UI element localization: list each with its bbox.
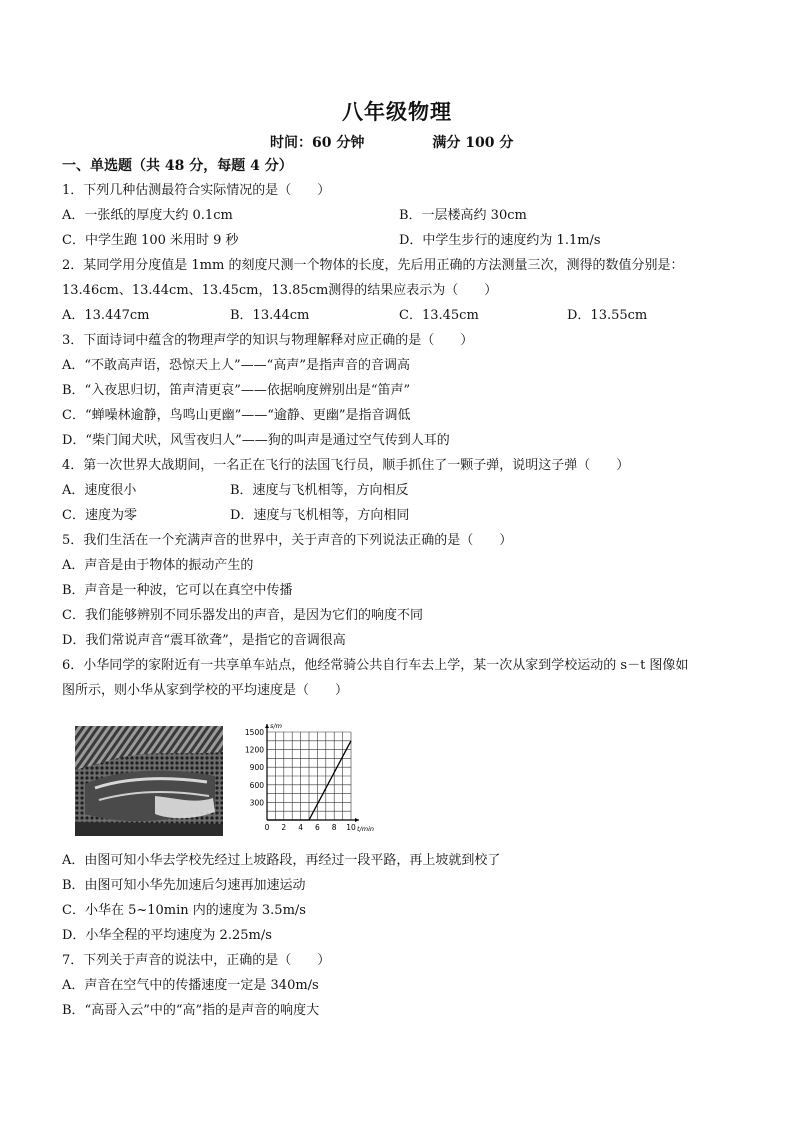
question-5-stem: 5．我们生活在一个充满声音的世界中，关于声音的下列说法正确的是（ ） [62,533,513,548]
question-2-option-b: B．13.44cm [230,308,310,323]
x-tick-label: 6 [315,823,320,832]
question-3-option-a: A．“不敢高声语，恐惊天上人”——“高声”是指声音的音调高 [62,358,410,373]
x-axis-label: t/min [357,825,374,833]
question-6-option-b: B．由图可知小华先加速后匀速再加速运动 [62,878,306,893]
x-tick-label: 0 [264,823,270,832]
question-1-option-c: C．中学生跑 100 米用时 9 秒 [62,233,239,248]
y-tick-label: 1500 [244,728,264,737]
question-6-stem: 6．小华同学的家附近有一共享单车站点，他经常骑公共自行车去上学，某一次从家到学校运动的 s－t 图像如 [62,658,689,673]
x-tick-label: 8 [331,823,337,832]
question-7-option-b: B．“高哥入云”中的“高”指的是声音的响度大 [62,1003,320,1018]
x-axis-arrow [355,818,359,822]
x-tick-label: 4 [298,823,303,832]
section-heading: 一、单选题（共 48 分，每题 4 分） [62,158,293,174]
x-tick-label: 2 [281,823,287,832]
question-2-option-c: C．13.45cm [399,308,479,323]
question-4-option-a: A．速度很小 [62,483,137,498]
question-3-stem: 3．下面诗词中蕴含的物理声学的知识与物理解释对应正确的是（ ） [62,333,474,348]
question-3-option-d: D．“柴门闻犬吠，风雪夜归人”——狗的叫声是通过空气传到人耳的 [62,433,450,448]
question-4-option-b: B．速度与飞机相等，方向相反 [230,483,409,498]
road-photo-image [75,726,223,836]
page-title: 八年级物理 [342,99,452,124]
y-tick-label: 600 [249,780,264,790]
question-7-stem: 7．下列关于声音的说法中，正确的是（ ） [62,953,331,968]
question-6-option-c: C．小华在 5~10min 内的速度为 3.5m/s [62,903,306,918]
s-t-chart-svg [241,718,374,836]
s-t-graph [241,718,374,840]
question-5-option-c: C．我们能够辨别不同乐器发出的声音，是因为它们的响度不同 [62,608,423,623]
exam-time: 时间：60 分钟 [270,135,365,151]
question-5-option-d: D．我们常说声音“震耳欲聋”，是指它的音调很高 [62,633,346,648]
y-tick-label: 1200 [244,745,264,755]
y-tick-label: 900 [249,763,264,773]
y-tick-label: 300 [249,798,264,808]
y-axis-arrow [265,724,269,728]
question-5-option-b: B．声音是一种波，它可以在真空中传播 [62,583,293,598]
question-5-option-a: A．声音是由于物体的振动产生的 [62,558,254,573]
question-1-option-a: A．一张纸的厚度大约 0.1cm [62,208,233,223]
question-2-option-a: A．13.447cm [62,308,150,323]
exam-info [270,132,513,152]
question-2-stem-cont: 13.46cm、13.44cm、13.45cm，13.85cm测得的结果应表示为（ ） [62,283,498,298]
exam-score: 满分 100 分 [432,135,514,151]
x-tick-label: 10 [346,823,356,832]
y-axis-label: s/m [270,722,282,730]
question-4-option-c: C．速度为零 [62,508,137,523]
question-6-stem-cont: 图所示，则小华从家到学校的平均速度是（ ） [62,683,349,698]
question-6-option-a: A．由图可知小华去学校先经过上坡路段，再经过一段平路，再上坡就到校了 [62,853,501,868]
question-1-stem: 1．下列几种估测最符合实际情况的是（ ） [62,183,331,198]
question-1-option-d: D．中学生步行的速度约为 1.1m/s [399,233,601,248]
question-2-stem: 2．某同学用分度值是 1mm 的刻度尺测一个物体的长度，先后用正确的方法测量三次，测得的数值分别是： [62,258,684,273]
question-4-stem: 4．第一次世界大战期间，一名正在飞行的法国飞行员，顺手抓住了一颗子弹，说明这子弹（ ） [62,458,630,473]
question-2-option-d: D．13.55cm [567,308,648,323]
question-3-option-b: B．“入夜思归切，笛声清更哀”——依据响度辨别出是“笛声” [62,383,411,398]
question-7-option-a: A．声音在空气中的传播速度一定是 340m/s [62,978,319,993]
question-1-option-b: B．一层楼高约 30cm [399,208,527,223]
question-4-option-d: D．速度与飞机相等，方向相同 [230,508,410,523]
question-6-option-d: D．小华全程的平均速度为 2.25m/s [62,928,272,943]
road-photo [75,726,223,836]
question-3-option-c: C．“蝉噪林逾静，鸟鸣山更幽”——“逾静、更幽”是指音调低 [62,408,411,423]
